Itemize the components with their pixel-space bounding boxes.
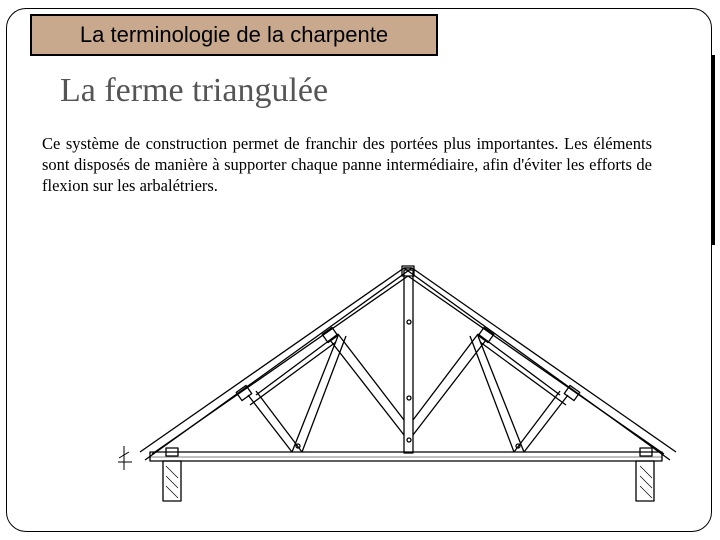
level-mark	[118, 446, 132, 470]
left-wall	[163, 461, 181, 501]
header-title-box	[30, 14, 438, 56]
roof-truss-drawing	[105, 258, 705, 540]
slide-subtitle: La ferme triangulée	[60, 72, 329, 109]
left-diagonal-b	[292, 336, 346, 452]
right-diagonal-b	[470, 336, 524, 452]
slide-edge-bar	[712, 55, 715, 245]
king-post	[404, 270, 413, 453]
body-paragraph: Ce système de construction permet de franchir des portées plus importantes. Les éléments sont disposés de manière à supporter chaque panne intermédiaire, afin d'éviter les efforts de flexion sur les arbalétriers.	[42, 134, 652, 195]
header-title: La terminologie de la charpente	[79, 22, 389, 47]
